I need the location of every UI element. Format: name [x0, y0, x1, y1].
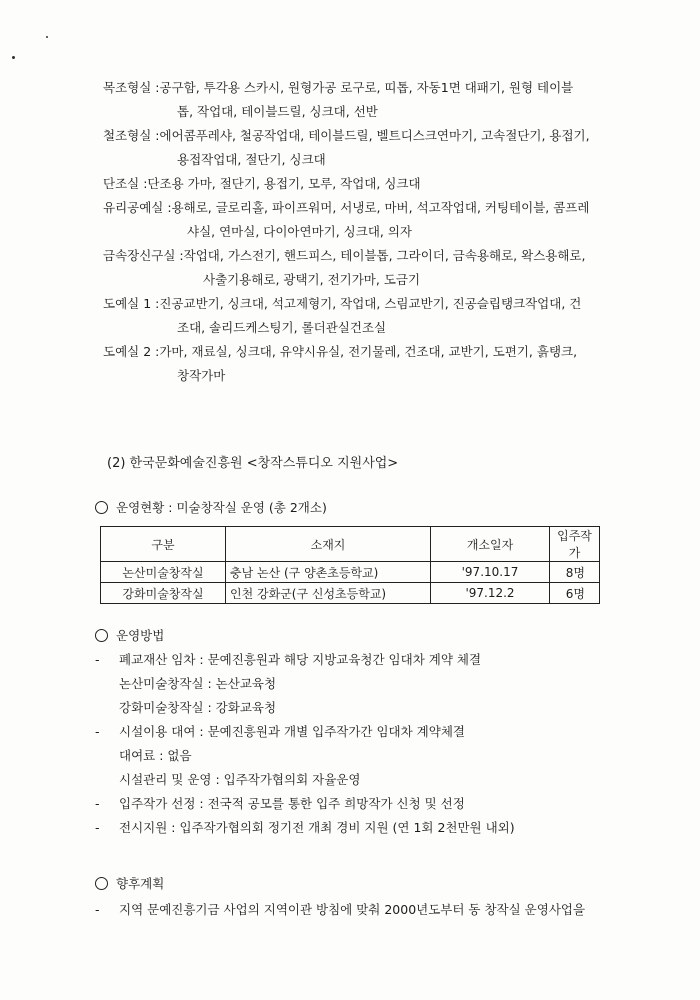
equipment-items: 단조용 가마, 절단기, 용접기, 모루, 작업대, 싱크대	[147, 176, 421, 191]
method-heading-text: 운영방법	[116, 628, 165, 643]
list-item	[95, 744, 635, 768]
equipment-entry	[103, 124, 633, 148]
dash-marker: -	[95, 724, 100, 739]
equipment-items-cont: 용접작업대, 절단기, 싱크대	[177, 152, 326, 167]
table-cell: 충남 논산 (구 양촌초등학교)	[226, 562, 431, 583]
table-cell: 6명	[550, 583, 600, 604]
method-list	[95, 648, 635, 840]
list-item-text: 지역 문예진흥기금 사업의 지역이관 방침에 맞춰 2000년도부터 동 창작실 운영사업을	[119, 902, 586, 917]
circle-bullet-icon	[95, 501, 108, 514]
table-cell: 강화미술창작실	[101, 583, 226, 604]
method-heading	[95, 626, 164, 644]
list-item	[95, 696, 635, 720]
dash-marker	[95, 696, 119, 720]
table-row	[101, 562, 600, 583]
equipment-items-cont: 사출기용해로, 광택기, 전기가마, 도금기	[203, 272, 421, 287]
list-item	[95, 720, 635, 744]
equipment-items: 작업대, 가스전기, 핸드피스, 테이블톱, 그라이더, 금속용해로, 왁스용해로,	[183, 248, 586, 263]
list-item-text: 대여료 : 없음	[119, 748, 192, 763]
equipment-items: 용해로, 글로리홀, 파이프워머, 서냉로, 마버, 석고작업대, 커팅테이블, 콤프레	[171, 200, 590, 215]
list-item-text: 논산미술창작실 : 논산교육청	[119, 676, 277, 691]
list-item-text: 시설관리 및 운영 : 입주작가협의회 자율운영	[119, 772, 361, 787]
section-title: (2) 한국문화예술진흥원 <창작스튜디오 지원사업>	[107, 456, 399, 471]
equipment-room-label: 철조형실 :	[103, 128, 160, 143]
dash-marker	[95, 768, 119, 792]
scan-speck	[46, 36, 48, 38]
dash-marker: -	[95, 902, 100, 917]
table-cell: 8명	[550, 562, 600, 583]
list-item	[95, 672, 635, 696]
equipment-room-label: 도예실 1 :	[103, 296, 160, 311]
table-cell: 인천 강화군(구 신성초등학교)	[226, 583, 431, 604]
list-item-text: 시설이용 대여 : 문예진흥원과 개별 입주작가간 임대차 계약체결	[119, 724, 465, 739]
equipment-entry	[103, 340, 633, 364]
equipment-entry	[103, 172, 633, 196]
equipment-entry	[103, 76, 633, 100]
table-header-row	[101, 527, 600, 562]
studio-table	[100, 526, 600, 604]
dash-marker	[95, 672, 119, 696]
equipment-room-label: 도예실 2 :	[103, 344, 160, 359]
equipment-room-label: 유리공예실 :	[103, 200, 172, 215]
dash-marker	[95, 744, 119, 768]
table-header: 소재지	[226, 527, 431, 562]
equipment-entry	[103, 196, 633, 220]
circle-bullet-icon	[95, 877, 108, 890]
table-header: 개소일자	[431, 527, 550, 562]
equipment-items-cont: 창작가마	[177, 368, 226, 383]
list-item	[95, 792, 635, 816]
equipment-items: 진공교반기, 싱크대, 석고제형기, 작업대, 스림교반기, 진공슬립탱크작업대, 건	[159, 296, 582, 311]
list-item	[95, 648, 635, 672]
equipment-items: 가마, 재료실, 싱크대, 유약시유실, 전기물레, 건조대, 교반기, 도편기, 흙탱크,	[159, 344, 578, 359]
equipment-list	[103, 76, 633, 388]
dash-marker: -	[95, 652, 100, 667]
list-item-text: 강화미술창작실 : 강화교육청	[119, 700, 277, 715]
equipment-items: 에어콤푸레샤, 철공작업대, 테이블드릴, 벨트디스크연마기, 고속절단기, 용접기,	[159, 128, 590, 143]
table-cell: 논산미술창작실	[101, 562, 226, 583]
dash-marker: -	[95, 820, 100, 835]
list-item-text: 전시지원 : 입주작가협의회 정기전 개최 경비 지원 (연 1회 2천만원 내외)	[119, 820, 515, 835]
table-cell: '97.12.2	[431, 583, 550, 604]
table-cell: '97.10.17	[431, 562, 550, 583]
plan-heading-text: 향후계획	[116, 876, 165, 891]
status-heading-text: 운영현황 : 미술창작실 운영 (총 2개소)	[116, 500, 327, 515]
scan-speck	[12, 56, 15, 59]
plan-list	[95, 898, 635, 922]
list-item-text: 입주작가 선정 : 전국적 공모를 통한 입주 희망작가 신청 및 선정	[119, 796, 465, 811]
equipment-room-label: 목조형실 :	[103, 80, 160, 95]
list-item	[95, 816, 635, 840]
equipment-entry	[103, 244, 633, 268]
equipment-room-label: 금속장신구실 :	[103, 248, 184, 263]
dash-marker: -	[95, 796, 100, 811]
equipment-items-cont: 톱, 작업대, 테이블드릴, 싱크대, 선반	[177, 104, 378, 119]
list-item	[95, 768, 635, 792]
table-row	[101, 583, 600, 604]
equipment-items-cont: 조대, 솔리드케스팅기, 롤더관실건조실	[177, 320, 387, 335]
equipment-room-label: 단조실 :	[103, 176, 148, 191]
equipment-items: 공구함, 투각용 스카시, 원형가공 로구로, 띠톱, 자동1면 대패기, 원형 테이블	[159, 80, 574, 95]
table-header: 입주작가	[550, 527, 600, 562]
circle-bullet-icon	[95, 629, 108, 642]
list-item	[95, 898, 635, 922]
list-item-text: 폐교재산 임차 : 문예진흥원과 해당 지방교육청간 임대차 계약 체결	[119, 652, 482, 667]
equipment-entry	[103, 292, 633, 316]
status-heading	[95, 498, 327, 516]
equipment-items-cont: 샤실, 연마실, 다이아연마기, 싱크대, 의자	[187, 224, 412, 239]
plan-heading	[95, 874, 164, 892]
table-header: 구분	[101, 527, 226, 562]
